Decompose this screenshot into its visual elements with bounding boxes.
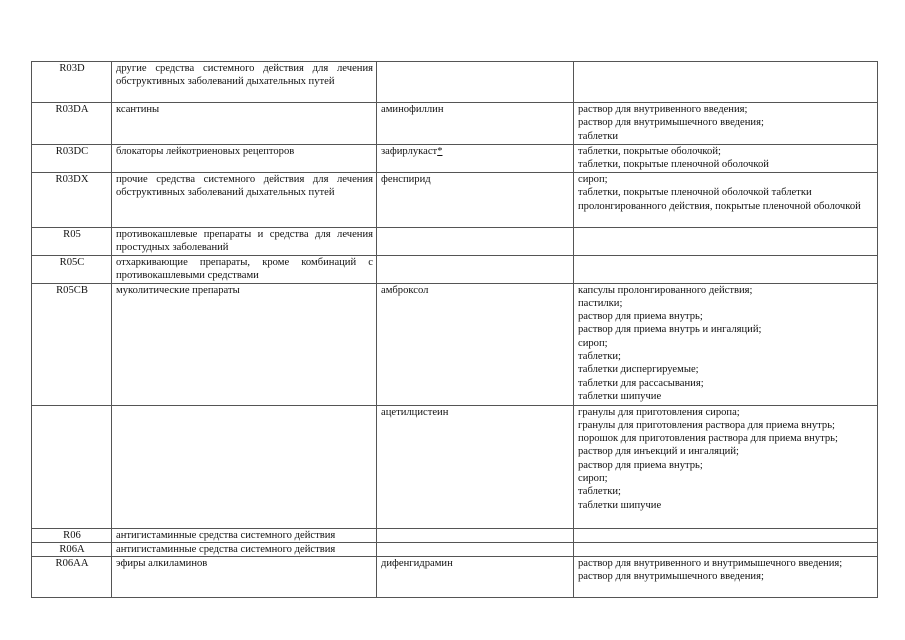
atc-code-cell: R03DA xyxy=(32,103,112,145)
dosage-form: таблетки, покрытые пленочной оболочкой таблетки пролонгированного действия, покрытые пленочной оболочкой xyxy=(578,187,861,212)
atc-code-cell: R03DC xyxy=(32,145,112,173)
group-name-cell: антигистаминные средства системного действия xyxy=(112,542,377,556)
drug-name-cell: дифенгидрамин xyxy=(377,557,574,598)
drug-name-cell xyxy=(377,62,574,103)
drug-classification-table xyxy=(31,61,878,598)
dosage-form: раствор для приема внутрь; xyxy=(578,459,703,471)
dosage-forms-cell xyxy=(574,173,878,228)
group-name-cell: отхаркивающие препараты, кроме комбинаций с противокашлевыми средствами xyxy=(112,255,377,283)
table-row xyxy=(32,103,878,145)
group-name-cell: ксантины xyxy=(112,103,377,145)
drug-name-cell: ацетилцистеин xyxy=(377,405,574,528)
dosage-form: раствор для приема внутрь и ингаляций; xyxy=(578,324,762,336)
atc-code-cell: R06AA xyxy=(32,557,112,598)
dosage-form: раствор для внутримышечного введения; xyxy=(578,117,764,129)
dosage-forms-cell xyxy=(574,145,878,173)
dosage-forms-cell xyxy=(574,405,878,528)
footnote-mark: * xyxy=(437,146,443,157)
drug-name-cell: фенспирид xyxy=(377,173,574,228)
dosage-form: таблетки; xyxy=(578,486,621,498)
group-name-cell: другие средства системного действия для лечения обструктивных заболеваний дыхательных путей xyxy=(112,62,377,103)
dosage-form: раствор для приема внутрь; xyxy=(578,311,703,323)
dosage-forms-cell xyxy=(574,62,878,103)
dosage-forms-cell xyxy=(574,103,878,145)
dosage-forms-cell xyxy=(574,528,878,542)
dosage-form: таблетки шипучие xyxy=(578,390,662,402)
dosage-form: порошок для приготовления раствора для приема внутрь; xyxy=(578,433,838,445)
dosage-form: таблетки шипучие xyxy=(578,499,662,511)
atc-code-cell: R05C xyxy=(32,255,112,283)
dosage-form: таблетки для рассасывания; xyxy=(578,377,704,389)
group-name-cell: прочие средства системного действия для лечения обструктивных заболеваний дыхательных путей xyxy=(112,173,377,228)
dosage-form: таблетки xyxy=(578,130,619,142)
table-row xyxy=(32,228,878,256)
dosage-form: таблетки, покрытые оболочкой; xyxy=(578,146,721,157)
drug-name-cell xyxy=(377,542,574,556)
atc-code-cell: R06 xyxy=(32,528,112,542)
table-row xyxy=(32,173,878,228)
table-row xyxy=(32,145,878,173)
dosage-form: сироп; xyxy=(578,473,608,485)
drug-name-cell xyxy=(377,228,574,256)
atc-code-cell: R03D xyxy=(32,62,112,103)
dosage-forms-cell xyxy=(574,283,878,405)
drug-name-cell: амброксол xyxy=(377,283,574,405)
drug-name-cell xyxy=(377,255,574,283)
dosage-form: таблетки; xyxy=(578,351,621,363)
table-row xyxy=(32,62,878,103)
atc-code-cell: R06A xyxy=(32,542,112,556)
table-row xyxy=(32,557,878,598)
dosage-form: раствор для внутримышечного введения; xyxy=(578,571,764,583)
dosage-form: сироп; xyxy=(578,174,608,185)
atc-code-cell: R05 xyxy=(32,228,112,256)
table-row xyxy=(32,542,878,556)
dosage-form: раствор для внутривенного введения; xyxy=(578,104,748,115)
table-row xyxy=(32,283,878,405)
drug-name-cell xyxy=(377,145,574,173)
dosage-forms-cell xyxy=(574,557,878,598)
group-name-cell: антигистаминные средства системного действия xyxy=(112,528,377,542)
atc-code-cell: R05CB xyxy=(32,283,112,405)
group-name-cell: эфиры алкиламинов xyxy=(112,557,377,598)
dosage-form: таблетки диспергируемые; xyxy=(578,364,699,376)
dosage-form: гранулы для приготовления раствора для приема внутрь; xyxy=(578,419,835,431)
drug-name: зафирлукаст xyxy=(381,146,438,157)
table-row xyxy=(32,255,878,283)
atc-code-cell: R03DX xyxy=(32,173,112,228)
table-row xyxy=(32,528,878,542)
dosage-forms-cell xyxy=(574,255,878,283)
drug-name-cell: аминофиллин xyxy=(377,103,574,145)
dosage-form: раствор для инъекций и ингаляций; xyxy=(578,446,739,458)
drug-name-cell xyxy=(377,528,574,542)
table-row xyxy=(32,405,878,528)
dosage-form: раствор для внутривенного и внутримышечного введения; xyxy=(578,558,843,570)
group-name-cell: блокаторы лейкотриеновых рецепторов xyxy=(112,145,377,173)
group-name-cell: противокашлевые препараты и средства для лечения простудных заболеваний xyxy=(112,228,377,256)
dosage-form: таблетки, покрытые пленочной оболочкой xyxy=(578,159,769,171)
group-name-cell xyxy=(112,405,377,528)
group-name-cell: муколитические препараты xyxy=(112,283,377,405)
dosage-forms-cell xyxy=(574,542,878,556)
dosage-form: пастилки; xyxy=(578,297,623,309)
atc-code-cell xyxy=(32,405,112,528)
dosage-form: гранулы для приготовления сиропа; xyxy=(578,406,740,418)
dosage-forms-cell xyxy=(574,228,878,256)
dosage-form: сироп; xyxy=(578,337,608,349)
dosage-form: капсулы пролонгированного действия; xyxy=(578,284,753,296)
